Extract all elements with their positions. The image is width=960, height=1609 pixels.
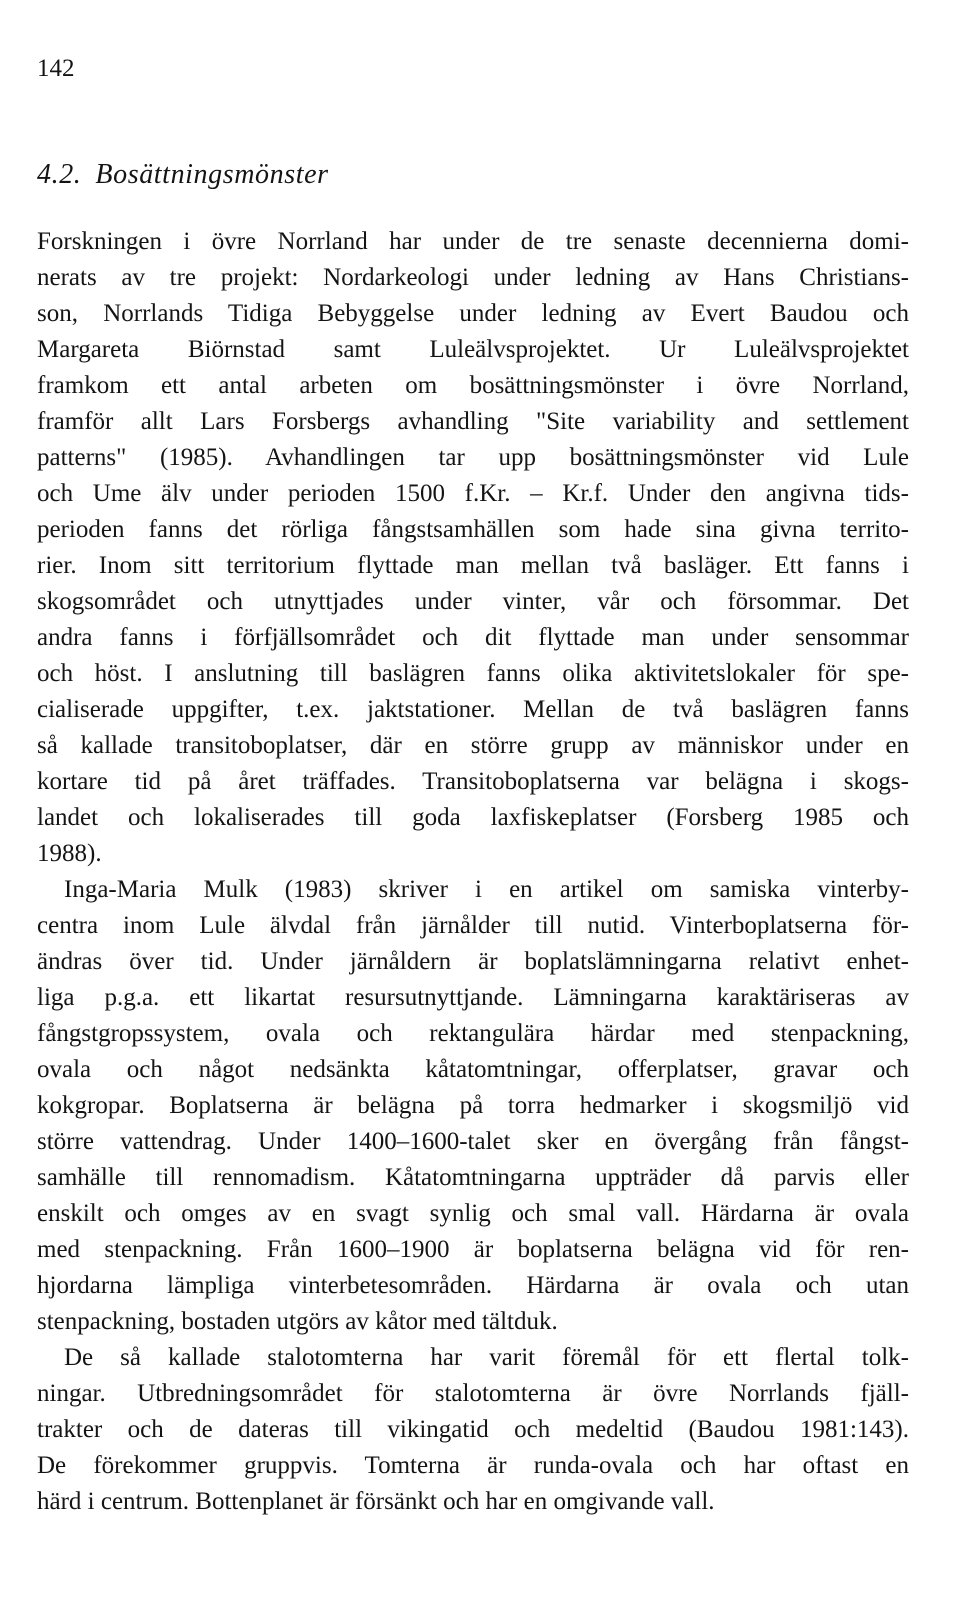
text-line: ovala och något nedsänkta kåtatomtningar, offerplatser, gravar och [37,1056,909,1083]
section-heading [37,157,329,193]
text-line: Margareta Biörnstad samt Luleälvsprojektet. Ur Luleälvsprojektet [37,336,909,363]
text-line: Inga-Maria Mulk (1983) skriver i en artikel om samiska vinterby- [64,876,909,903]
text-line: De förekommer gruppvis. Tomterna är runda-ovala och har oftast en [37,1452,909,1479]
text-line: hjordarna lämpliga vinterbetesområden. Härdarna är ovala och utan [37,1272,909,1299]
paragraph [37,1340,909,1520]
section-number: 4.2. [37,159,82,190]
text-line: centra inom Lule älvdal från järnålder till nutid. Vinterboplatserna för- [37,912,909,939]
text-line: patterns" (1985). Avhandlingen tar upp bosättningsmönster vid Lule [37,444,909,471]
text-line: ningar. Utbredningsområdet för stalotomterna är övre Norrlands fjäll- [37,1380,909,1407]
page-number: 142 [37,55,75,82]
text-line: son, Norrlands Tidiga Bebyggelse under ledning av Evert Baudou och [37,300,909,327]
text-line: andra fanns i förfjällsområdet och dit flyttade man under sensommar [37,624,909,651]
text-line: Forskningen i övre Norrland har under de tre senaste decennierna domi- [37,228,909,255]
text-line: så kallade transitoboplatser, där en större grupp av människor under en [37,732,909,759]
text-line: med stenpackning. Från 1600–1900 är boplatserna belägna vid för ren- [37,1236,909,1263]
text-line: framkom ett antal arbeten om bosättningsmönster i övre Norrland, [37,372,909,399]
text-line: skogsområdet och utnyttjades under vinter, vår och försommar. Det [37,588,909,615]
paragraph [37,872,909,1340]
text-line: stenpackning, bostaden utgörs av kåtor med tältduk. [37,1308,558,1335]
text-line: nerats av tre projekt: Nordarkeologi under ledning av Hans Christians- [37,264,909,291]
text-line: och Ume älv under perioden 1500 f.Kr. – Kr.f. Under den angivna tids- [37,480,909,507]
text-line: De så kallade stalotomterna har varit föremål för ett flertal tolk- [64,1344,909,1371]
text-line: liga p.g.a. ett likartat resursutnyttjande. Lämningarna karaktäriseras av [37,984,909,1011]
text-line: kokgropar. Boplatserna är belägna på torra hedmarker i skogsmiljö vid [37,1092,909,1119]
section-title: Bosättningsmönster [95,159,329,190]
body-text [37,224,909,1520]
text-line: perioden fanns det rörliga fångstsamhällen som hade sina givna territo- [37,516,909,543]
text-line: fångstgropssystem, ovala och rektangulära härdar med stenpackning, [37,1020,909,1047]
paragraph [37,224,909,872]
text-line: enskilt och omges av en svagt synlig och smal vall. Härdarna är ovala [37,1200,909,1227]
text-line: rier. Inom sitt territorium flyttade man mellan två basläger. Ett fanns i [37,552,909,579]
text-line: samhälle till rennomadism. Kåtatomtningarna uppträder då parvis eller [37,1164,909,1191]
text-line: härd i centrum. Bottenplanet är försänkt och har en omgivande vall. [37,1488,715,1515]
text-line: landet och lokaliserades till goda laxfiskeplatser (Forsberg 1985 och [37,804,909,831]
text-line: cialiserade uppgifter, t.ex. jaktstationer. Mellan de två baslägren fanns [37,696,909,723]
text-line: 1988). [37,840,102,867]
text-line: större vattendrag. Under 1400–1600-talet sker en övergång från fångst- [37,1128,909,1155]
text-line: kortare tid på året träffades. Transitoboplatserna var belägna i skogs- [37,768,909,795]
text-line: ändras över tid. Under järnåldern är boplatslämningarna relativt enhet- [37,948,909,975]
text-line: och höst. I anslutning till baslägren fanns olika aktivitetslokaler för spe- [37,660,909,687]
text-line: trakter och de dateras till vikingatid och medeltid (Baudou 1981:143). [37,1416,909,1443]
text-line: framför allt Lars Forsbergs avhandling "Site variability and settlement [37,408,909,435]
